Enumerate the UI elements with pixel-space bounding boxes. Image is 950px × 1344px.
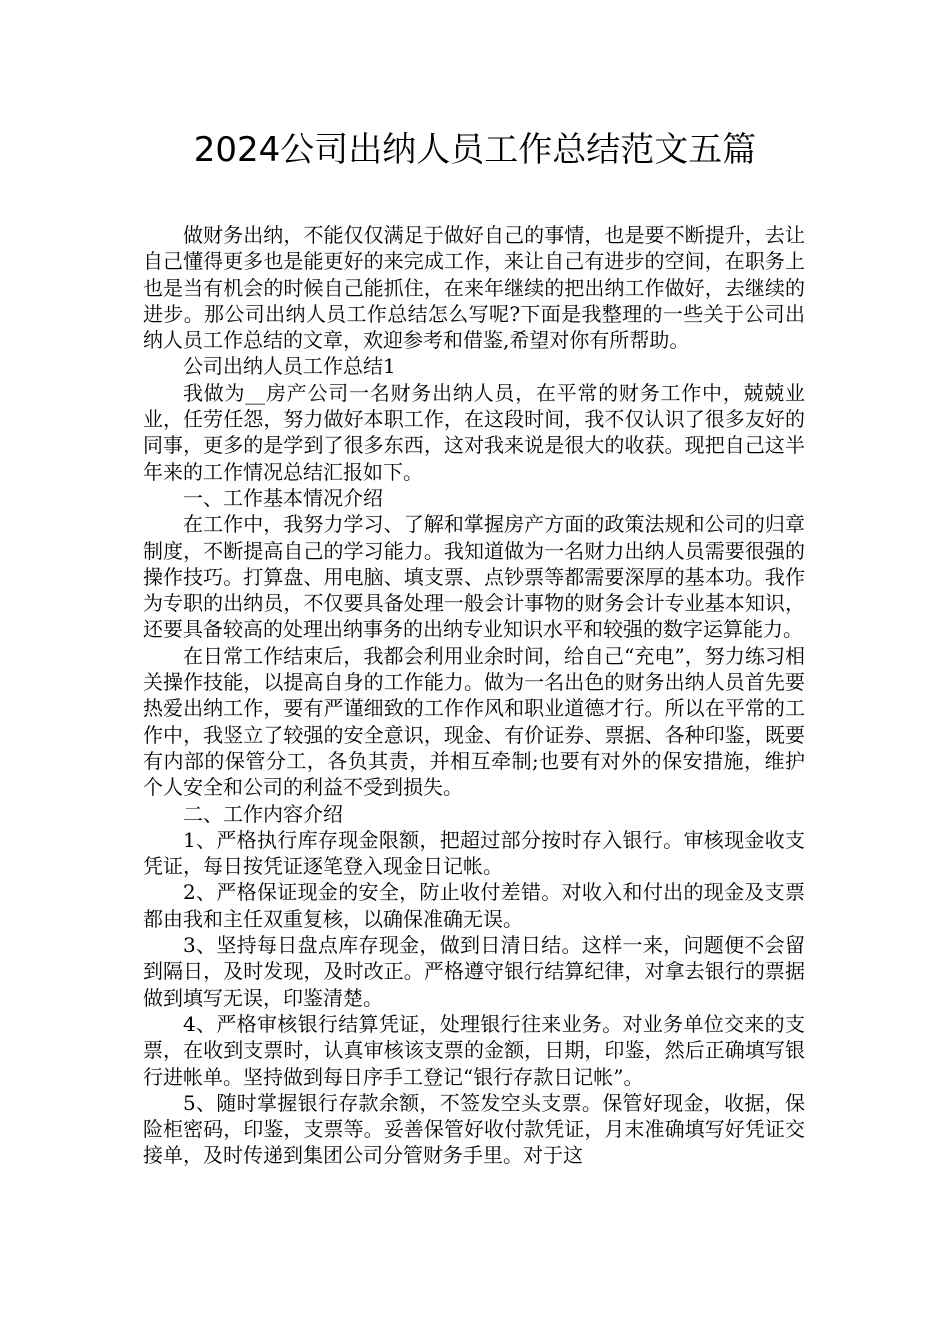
section-heading: 二、工作内容介绍 <box>183 801 343 826</box>
body-paragraph: 在日常工作结束后，我都会利用业余时间，给自己“充电”，努力练习相关操作技能，以提高自身的工作能力。做为一名出色的财务出纳人员首先要热爱出纳工作，要有严谨细致的工作作风和职业道德才行。所以在平常的工作中，我竖立了较强的安全意识，现金、有价证券、票据、各种印鉴，既要有内部的保管分工，各负其责，并相互牵制;也要有对外的保安措施，维护个人安全和公司的利益不受到损失。 <box>143 643 805 800</box>
section-heading: 一、工作基本情况介绍 <box>183 485 383 510</box>
intro-paragraph: 做财务出纳，不能仅仅满足于做好自己的事情，也是要不断提升，去让自己懂得更多也是能更好的来完成工作，来让自己有进步的空间，在职务上也是当有机会的时候自己能抓住，在来年继续的把出纳工作做好，去继续的进步。那公司出纳人员工作总结怎么写呢?下面是我整理的一些关于公司出纳人员工作总结的文章，欢迎参考和借鉴,希望对你有所帮助。 <box>143 223 805 353</box>
list-paragraph: 3、坚持每日盘点库存现金，做到日清日结。这样一来，问题便不会留到隔日，及时发现，及时改正。严格遵守银行结算纪律，对拿去银行的票据做到填写无误，印鉴清楚。 <box>143 933 805 1010</box>
list-paragraph: 4、严格审核银行结算凭证，处理银行往来业务。对业务单位交来的支票，在收到支票时，认真审核该支票的金额，日期，印鉴，然后正确填写银行进帐单。坚持做到每日序手工登记“银行存款日记帐”。 <box>143 1011 805 1089</box>
list-paragraph: 2、严格保证现金的安全，防止收付差错。对收入和付出的现金及支票都由我和主任双重复核，以确保准确无误。 <box>143 880 805 931</box>
document-body <box>143 222 805 1169</box>
list-paragraph: 5、随时掌握银行存款余额，不签发空头支票。保管好现金，收据，保险柜密码，印鉴，支票等。妥善保管好收付款凭证，月末准确填写好凭证交接单，及时传递到集团公司分管财务手里。对于这 <box>143 1090 805 1168</box>
list-paragraph: 1、严格执行库存现金限额，把超过部分按时存入银行。审核现金收支凭证，每日按凭证逐笔登入现金日记帐。 <box>143 827 805 879</box>
document-title: 2024公司出纳人员工作总结范文五篇 <box>193 130 757 170</box>
section-heading: 公司出纳人员工作总结1 <box>183 354 396 379</box>
body-paragraph: 在工作中，我努力学习、了解和掌握房产方面的政策法规和公司的归章制度，不断提高自己的学习能力。我知道做为一名财力出纳人员需要很强的操作技巧。打算盘、用电脑、填支票、点钞票等都需要深厚的基本功。我作为专职的出纳员，不仅要具备处理一般会计事物的财务会计专业基本知识，还要具备较高的处理出纳事务的出纳专业知识水平和较强的数字运算能力。 <box>143 512 805 642</box>
body-paragraph: 我做为__房产公司一名财务出纳人员，在平常的财务工作中，兢兢业业，任劳任怨，努力做好本职工作，在这段时间，我不仅认识了很多友好的同事，更多的是学到了很多东西，这对我来说是很大的收获。现把自己这半年来的工作情况总结汇报如下。 <box>143 380 805 484</box>
